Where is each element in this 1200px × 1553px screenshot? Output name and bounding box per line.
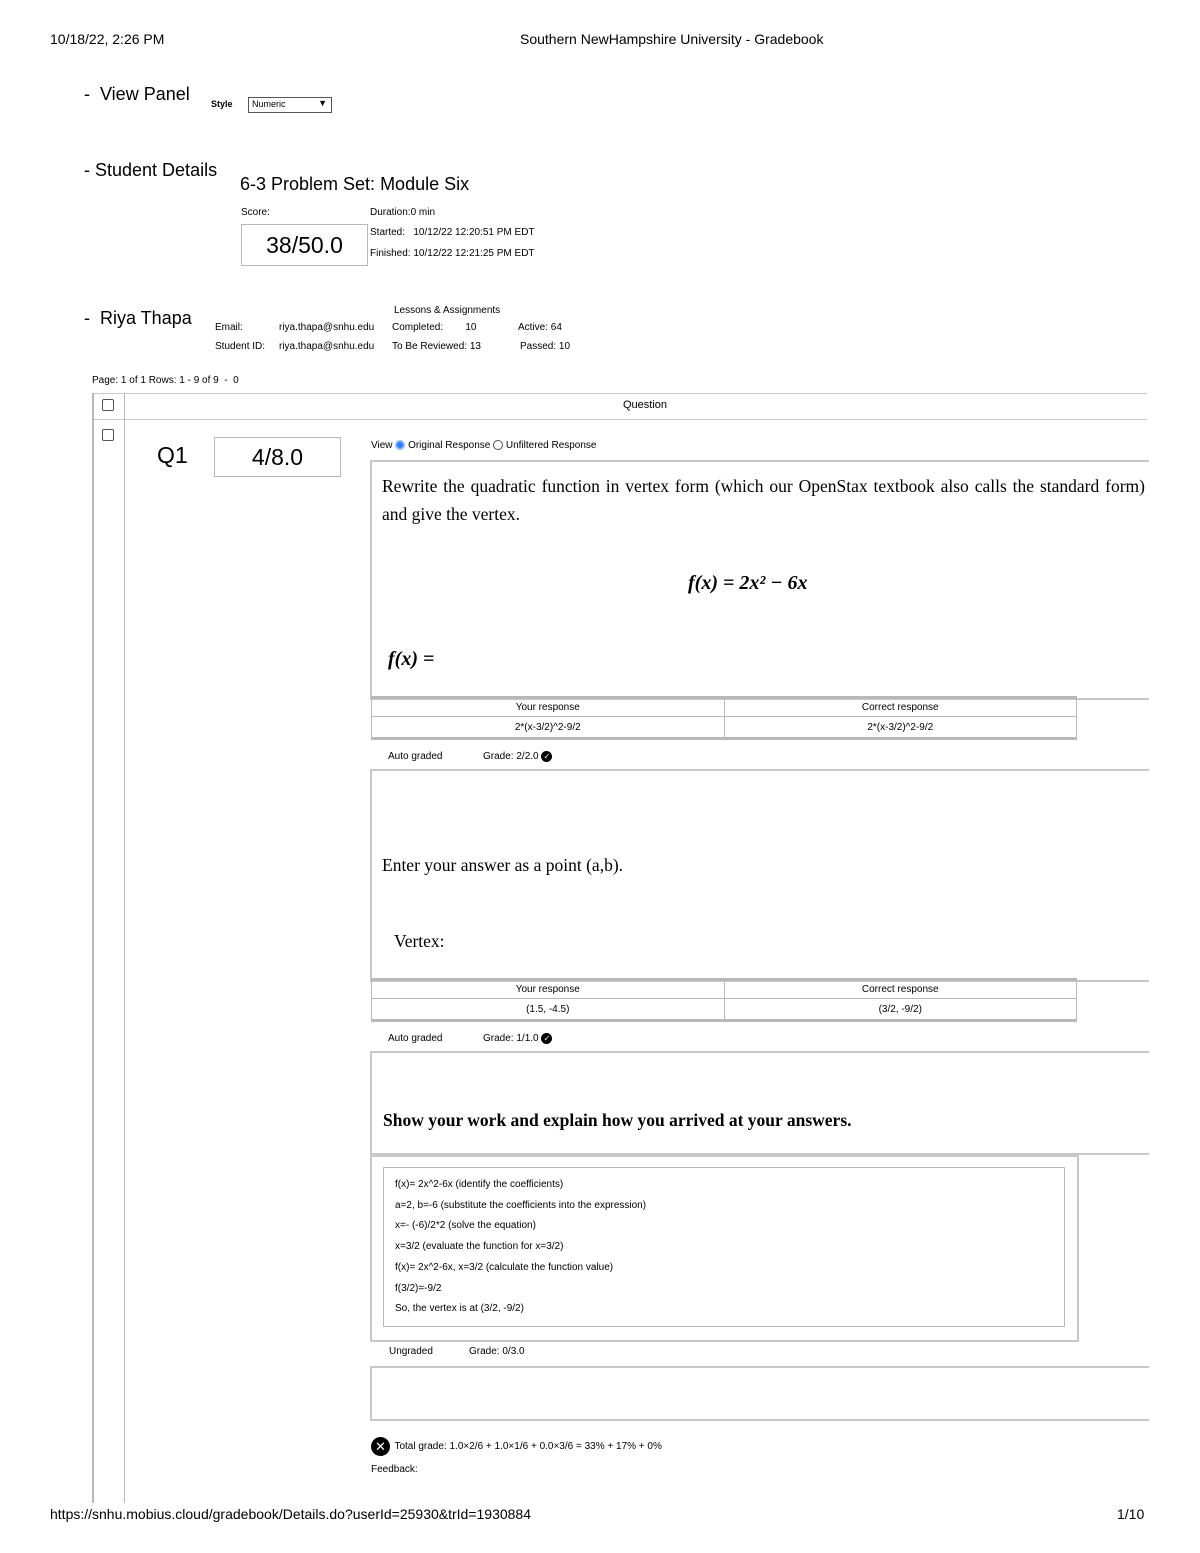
work-line: f(x)= 2x^2-6x (identify the coefficients) xyxy=(395,1179,564,1190)
student-toggle[interactable]: - Riya Thapa xyxy=(84,308,192,328)
total-score: 38/50.0 xyxy=(241,224,368,266)
table-header-border xyxy=(92,419,1147,420)
pagination-info: Page: 1 of 1 Rows: 1 - 9 of 9 - 0 xyxy=(92,375,239,386)
part2-vertex-label: Vertex: xyxy=(394,931,445,951)
your-response-value: (1.5, -4.5) xyxy=(372,999,725,1021)
part3-prompt: Show your work and explain how you arrived at your answers. xyxy=(383,1110,852,1130)
part1-grade-text: Grade: 2/2.0 xyxy=(483,751,539,763)
original-response-label: Original Response xyxy=(408,440,491,451)
feedback-label: Feedback: xyxy=(371,1464,418,1475)
check-circle-icon: ✓ xyxy=(541,1033,552,1044)
x-circle-icon: ✕ xyxy=(371,1437,390,1456)
correct-response-value: (3/2, -9/2) xyxy=(724,999,1077,1021)
style-label: Style xyxy=(211,99,233,109)
part1-answer-prefix: f(x) = xyxy=(388,648,435,670)
work-line: f(x)= 2x^2-6x, x=3/2 (calculate the function value) xyxy=(395,1261,614,1273)
row-checkbox[interactable] xyxy=(102,429,114,441)
question-score: 4/8.0 xyxy=(214,437,341,477)
work-line: So, the vertex is at (3/2, -9/2) xyxy=(395,1303,524,1315)
work-line: x=- (-6)/2*2 (solve the equation) xyxy=(395,1220,536,1232)
chevron-down-icon: ▼ xyxy=(318,98,327,108)
style-select-value: Numeric xyxy=(252,99,286,109)
question-column-header: Question xyxy=(623,399,668,411)
duration: Duration:0 min xyxy=(370,207,436,218)
part1-grading-type: Auto graded xyxy=(388,751,443,762)
part1-response-table xyxy=(371,696,1077,740)
work-line: f(3/2)=-9/2 xyxy=(395,1282,442,1294)
style-select[interactable] xyxy=(248,97,332,113)
student-name: Riya Thapa xyxy=(100,308,192,328)
total-grade-text: Total grade: 1.0×2/6 + 1.0×1/6 + 0.0×3/6 = 33% + 17% + 0% xyxy=(394,1441,662,1452)
part2-grade-text: Grade: 1/1.0 xyxy=(483,1033,539,1045)
part2-grading-type: Auto graded xyxy=(388,1033,443,1044)
view-label: View xyxy=(371,440,393,451)
select-all-checkbox[interactable] xyxy=(102,399,114,411)
question-id: Q1 xyxy=(157,442,188,468)
email-label: Email: xyxy=(215,322,243,333)
to-be-reviewed-count: To Be Reviewed: 13 xyxy=(392,341,481,352)
original-response-radio[interactable] xyxy=(395,440,405,450)
correct-response-header: Correct response xyxy=(724,980,1077,999)
part2-grade xyxy=(483,1033,552,1044)
question-part3-panel xyxy=(370,1051,1149,1155)
print-url: https://snhu.mobius.cloud/gradebook/Details.do?userId=25930&trId=1930884 xyxy=(50,1506,532,1522)
part2-prompt: Enter your answer as a point (a,b). xyxy=(382,855,624,875)
part1-equation: f(x) = 2x² − 6x xyxy=(688,572,808,594)
part3-grading-type: Ungraded xyxy=(389,1346,433,1357)
comment-panel xyxy=(370,1366,1149,1421)
score-label: Score: xyxy=(241,207,270,218)
your-response-header: Your response xyxy=(372,698,725,717)
student-details-label: Student Details xyxy=(95,160,218,180)
unfiltered-response-label: Unfiltered Response xyxy=(505,440,597,451)
part1-grade xyxy=(483,751,552,762)
unfiltered-response-radio[interactable] xyxy=(493,440,503,450)
total-grade-row xyxy=(371,1437,662,1456)
student-id-label: Student ID: xyxy=(215,341,266,352)
view-options xyxy=(371,440,597,451)
table-left-border xyxy=(92,393,94,1503)
correct-response-header: Correct response xyxy=(724,698,1077,717)
table-top-border xyxy=(92,393,1147,394)
check-circle-icon: ✓ xyxy=(541,751,552,762)
active-count: Active: 64 xyxy=(518,322,562,333)
print-page-number: 1/10 xyxy=(1117,1506,1145,1522)
work-line: x=3/2 (evaluate the function for x=3/2) xyxy=(395,1241,564,1253)
your-response-header: Your response xyxy=(372,980,725,999)
completed-count: Completed: 10 xyxy=(392,322,477,333)
print-datetime: 10/18/22, 2:26 PM xyxy=(50,31,165,47)
part1-prompt: Rewrite the quadratic function in vertex form (which our OpenStax textbook also calls the standard form) and give the vertex. xyxy=(382,476,1145,524)
part2-response-table xyxy=(371,978,1077,1022)
part3-grade: Grade: 0/3.0 xyxy=(469,1346,525,1357)
student-details-toggle[interactable]: - Student Details xyxy=(84,160,218,180)
your-response-value: 2*(x-3/2)^2-9/2 xyxy=(372,717,725,739)
finished-time: Finished: 10/12/22 12:21:25 PM EDT xyxy=(370,248,535,259)
view-panel-label: View Panel xyxy=(100,84,190,104)
student-id-value: riya.thapa@snhu.edu xyxy=(279,341,375,352)
work-line: a=2, b=-6 (substitute the coefficients into the expression) xyxy=(395,1199,647,1211)
lessons-heading: Lessons & Assignments xyxy=(394,305,501,316)
email-value: riya.thapa@snhu.edu xyxy=(279,322,375,333)
correct-response-value: 2*(x-3/2)^2-9/2 xyxy=(724,717,1077,739)
view-panel-toggle[interactable]: - View Panel xyxy=(84,84,190,104)
assignment-title: 6-3 Problem Set: Module Six xyxy=(240,174,470,194)
work-response-box xyxy=(383,1167,1065,1327)
passed-count: Passed: 10 xyxy=(520,341,571,352)
started-time: Started: 10/12/22 12:20:51 PM EDT xyxy=(370,227,535,238)
print-title: Southern NewHampshire University - Gradebook xyxy=(520,31,824,47)
table-column-divider xyxy=(124,393,125,1503)
